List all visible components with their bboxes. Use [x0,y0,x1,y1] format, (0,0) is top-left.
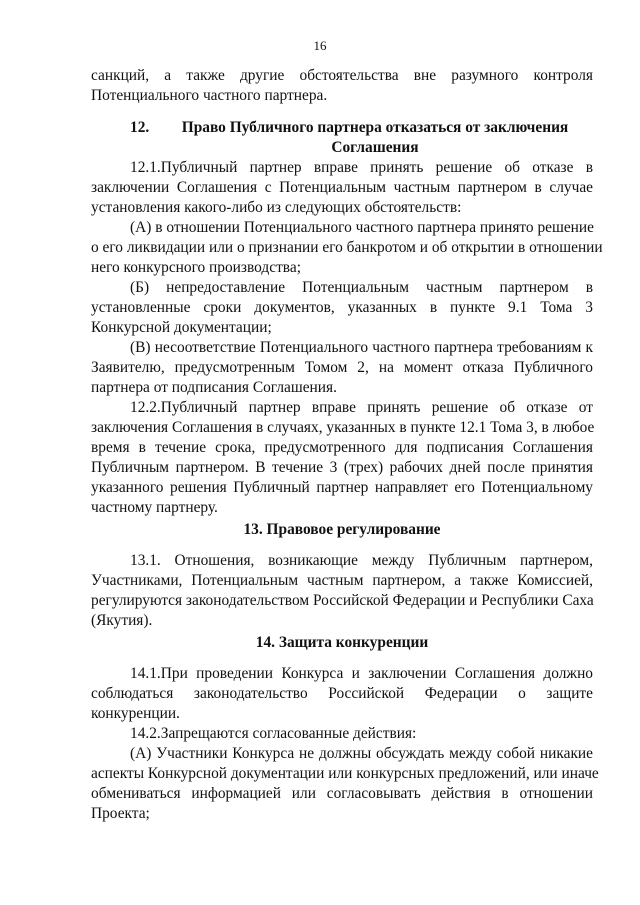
text-line: 12.2.Публичный партнер вправе принять решение об отказе от [130,399,593,416]
text-line: Проекта; [91,805,150,822]
text-line: Заявителю, предусмотренным Томом 2, на момент отказа Публичного [91,359,593,376]
text-line: (А) Участники Конкурса не должны обсуждать между собой никакие [130,745,593,762]
text-line: 14.2.Запрещаются согласованные действия: [130,725,417,742]
text-line: регулируются законодательством Российской Федерации и Республики Саха [91,592,594,609]
text-line: партнера от подписания Соглашения. [91,379,337,396]
text-line: (Якутия). [91,612,153,629]
text-line: 12.1.Публичный партнер вправе принять решение об отказе в [130,159,593,176]
text-line: аспекты Конкурсной документации или конкурсных предложений, или иначе [91,765,599,782]
text-line: соблюдаться законодательство Российской Федерации о защите [91,685,593,702]
text-line: санкций, а также другие обстоятельства вне разумного контроля [91,67,593,84]
text-line: него конкурсного производства; [91,259,301,276]
section-12-number: 12. [130,119,150,136]
text-line: Участниками, Потенциальным частным партнером, а также Комиссией, [91,572,593,589]
page-number: 16 [313,38,327,53]
text-line: (А) в отношении Потенциального частного партнера принято решение [130,219,594,236]
section-14-title: 14. Защита конкуренции [255,634,429,651]
text-line: (Б) непредоставление Потенциальным частным партнером в [130,279,593,296]
text-line: (В) несоответствие Потенциального частного партнера требованиям к [130,339,593,356]
text-line: о его ликвидации или о признании его банкротом и об открытии в отношении [91,239,603,256]
text-line: указанного решения Публичный партнер направляет его Потенциальному [91,479,593,496]
text-line: 14.1.При проведении Конкурса и заключении Соглашения должно [130,665,593,682]
section-12-title-line1: Право Публичного партнера отказаться от заключения [181,119,569,136]
text-line: заключения Соглашения в случаях, указанных в пункте 12.1 Тома 3, в любое [91,419,595,436]
section-12-title-line2: Соглашения [331,139,419,156]
text-line: установления какого-либо из следующих обстоятельств: [91,199,462,216]
text-line: Публичным партнером. В течение 3 (трех) рабочих дней после принятия [91,459,593,476]
text-line: конкуренции. [91,705,180,722]
text-line: обмениваться информацией или согласовывать действия в отношении [91,785,593,802]
text-line: время в течение срока, предусмотренного для подписания Соглашения [91,439,593,456]
section-13-title: 13. Правовое регулирование [243,521,441,538]
text-line: Конкурсной документации; [91,319,272,336]
text-line: установленные сроки документов, указанных в пункте 9.1 Тома 3 [91,299,593,316]
text-line: Потенциального частного партнера. [91,87,328,104]
text-line: частному партнеру. [91,499,218,516]
text-line: заключении Соглашения с Потенциальным частным партнером в случае [91,179,593,196]
text-line: 13.1. Отношения, возникающие между Публичным партнером, [130,552,593,569]
